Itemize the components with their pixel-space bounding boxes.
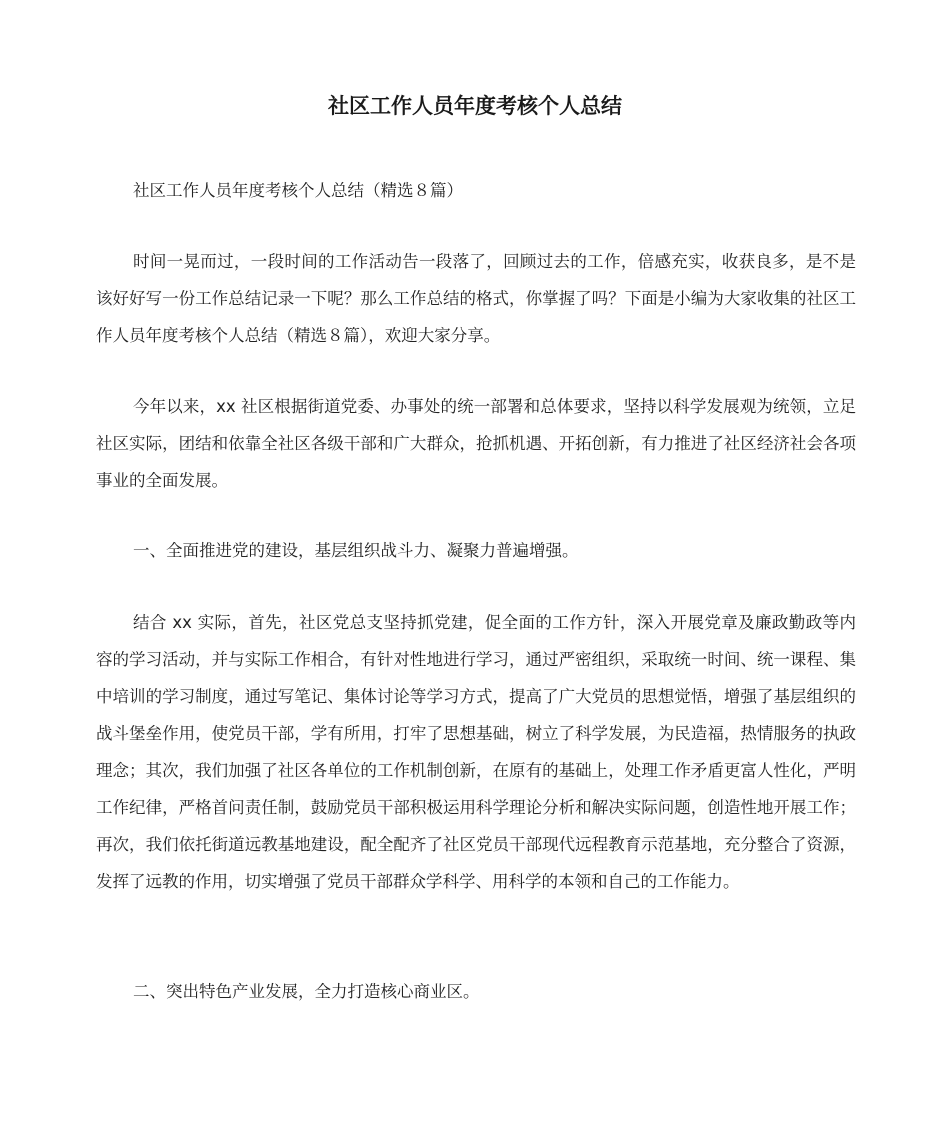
section-heading-2: 二、突出特色产业发展，全力打造核心商业区。 [133,982,480,1001]
document-title: 社区工作人员年度考核个人总结 [328,94,622,118]
section-heading-1: 一、全面推进党的建设，基层组织战斗力、凝聚力普遍增强。 [133,541,579,560]
subtitle-paragraph: 社区工作人员年度考核个人总结（精选８篇） [133,181,463,200]
section-body-1: 结合 xx 实际，首先，社区党总支坚持抓党建，促全面的工作方针，深入开展党章及廉政勤政等内容的学习活动，并与实际工作相合，有针对性地进行学习，通过严密组织，采取统一时间、统一课程、集中培训的学习制度，通过写笔记、集体讨论等学习方式，提高了广大党员的思想觉悟，增强了基层组织的战斗堡垒作用，使党员干部，学有所用，打牢了思想基础，树立了科学发展，为民造福，热情服务的执政理念；其次，我们加强了社区各单位的工作机制创新，在原有的基础上，处理工作矛盾更富人性化，严明工作纪律，严格首问责任制，鼓励党员干部积极运用科学理论分析和解决实际问题，创造性地开展工作；再次，我们依托街道远教基地建设，配全配齐了社区党员干部现代远程教育示范基地，充分整合了资源，发挥了远教的作用，切实增强了党员干部群众学科学、用科学的本领和自己的工作能力。 [96,613,856,891]
overview-paragraph: 今年以来，xx 社区根据街道党委、办事处的统一部署和总体要求，坚持以科学发展观为统领，立足社区实际，团结和依靠全社区各级干部和广大群众，抢抓机遇、开拓创新，有力推进了社区经济社会各项事业的全面发展。 [96,397,856,490]
intro-paragraph: 时间一晃而过，一段时间的工作活动告一段落了，回顾过去的工作，倍感充实，收获良多，是不是该好好写一份工作总结记录一下呢？那么工作总结的格式，你掌握了吗？下面是小编为大家收集的社区工作人员年度考核个人总结（精选８篇），欢迎大家分享。 [96,252,856,345]
